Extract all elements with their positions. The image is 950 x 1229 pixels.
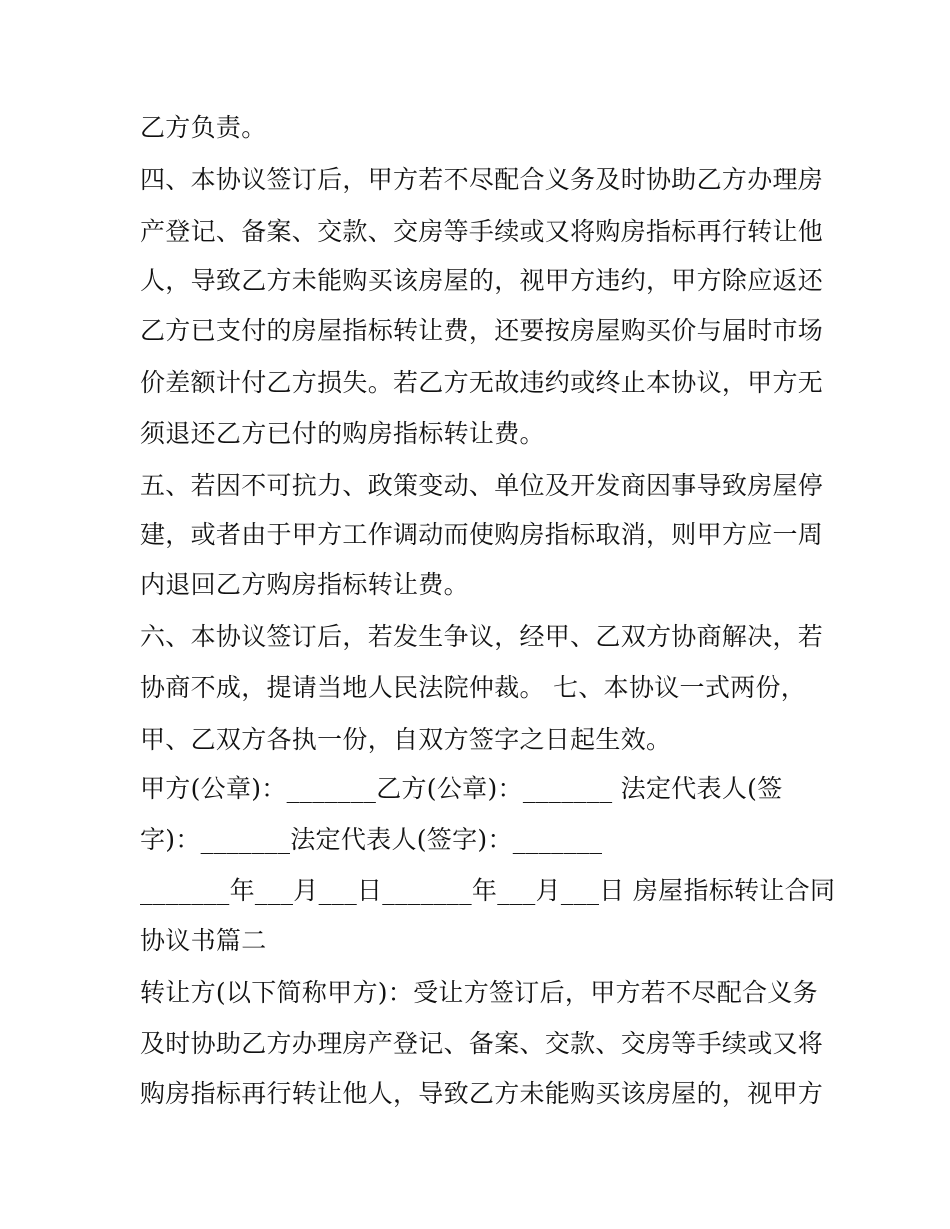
text-line: 四、本协议签订后，甲方若不尽配合义务及时协助乙方办理房: [140, 165, 824, 194]
text-line: 转让方(以下简称甲方)：受让方签订后，甲方若不尽配合义务: [140, 978, 818, 1007]
text-line: 乙方负责。: [140, 113, 267, 142]
text-line: 须退还乙方已付的购房指标转让费。: [140, 419, 545, 448]
text-line: 产登记、备案、交款、交房等手续或又将购房指标再行转让他: [140, 217, 824, 246]
text-line: 购房指标再行转让他人，导致乙方未能购买该房屋的，视甲方: [140, 1079, 824, 1108]
text-line: 甲、乙双方各执一份，自双方签字之日起生效。: [140, 725, 672, 754]
text-line: 建，或者由于甲方工作调动而使购房指标取消，则甲方应一周: [140, 520, 824, 549]
text-line: 六、本协议签订后，若发生争议，经甲、乙双方协商解决，若: [140, 622, 824, 651]
text-line: 人，导致乙方未能购买该房屋的，视甲方违约，甲方除应返还: [140, 266, 824, 295]
signature-line: 甲方(公章)：_______乙方(公章)：_______ 法定代表人(签: [140, 774, 783, 803]
section-heading: 协议书篇二: [140, 926, 267, 955]
text-line: 五、若因不可抗力、政策变动、单位及开发商因事导致房屋停: [140, 471, 824, 500]
text-line: 协商不成，提请当地人民法院仲裁。 七、本协议一式两份，: [140, 673, 807, 702]
signature-line: 字)：_______法定代表人(签字)：_______: [140, 825, 603, 854]
text-line: 乙方已支付的房屋指标转让费，还要按房屋购买价与届时市场: [140, 316, 824, 345]
text-line: 内退回乙方购房指标转让费。: [140, 570, 469, 599]
text-line: 价差额计付乙方损失。若乙方无故违约或终止本协议，甲方无: [140, 368, 824, 397]
text-line: 及时协助乙方办理房产登记、备案、交款、交房等手续或又将: [140, 1029, 824, 1058]
date-line: _______年___月___日_______年___月___日 房屋指标转让合同: [140, 876, 836, 905]
